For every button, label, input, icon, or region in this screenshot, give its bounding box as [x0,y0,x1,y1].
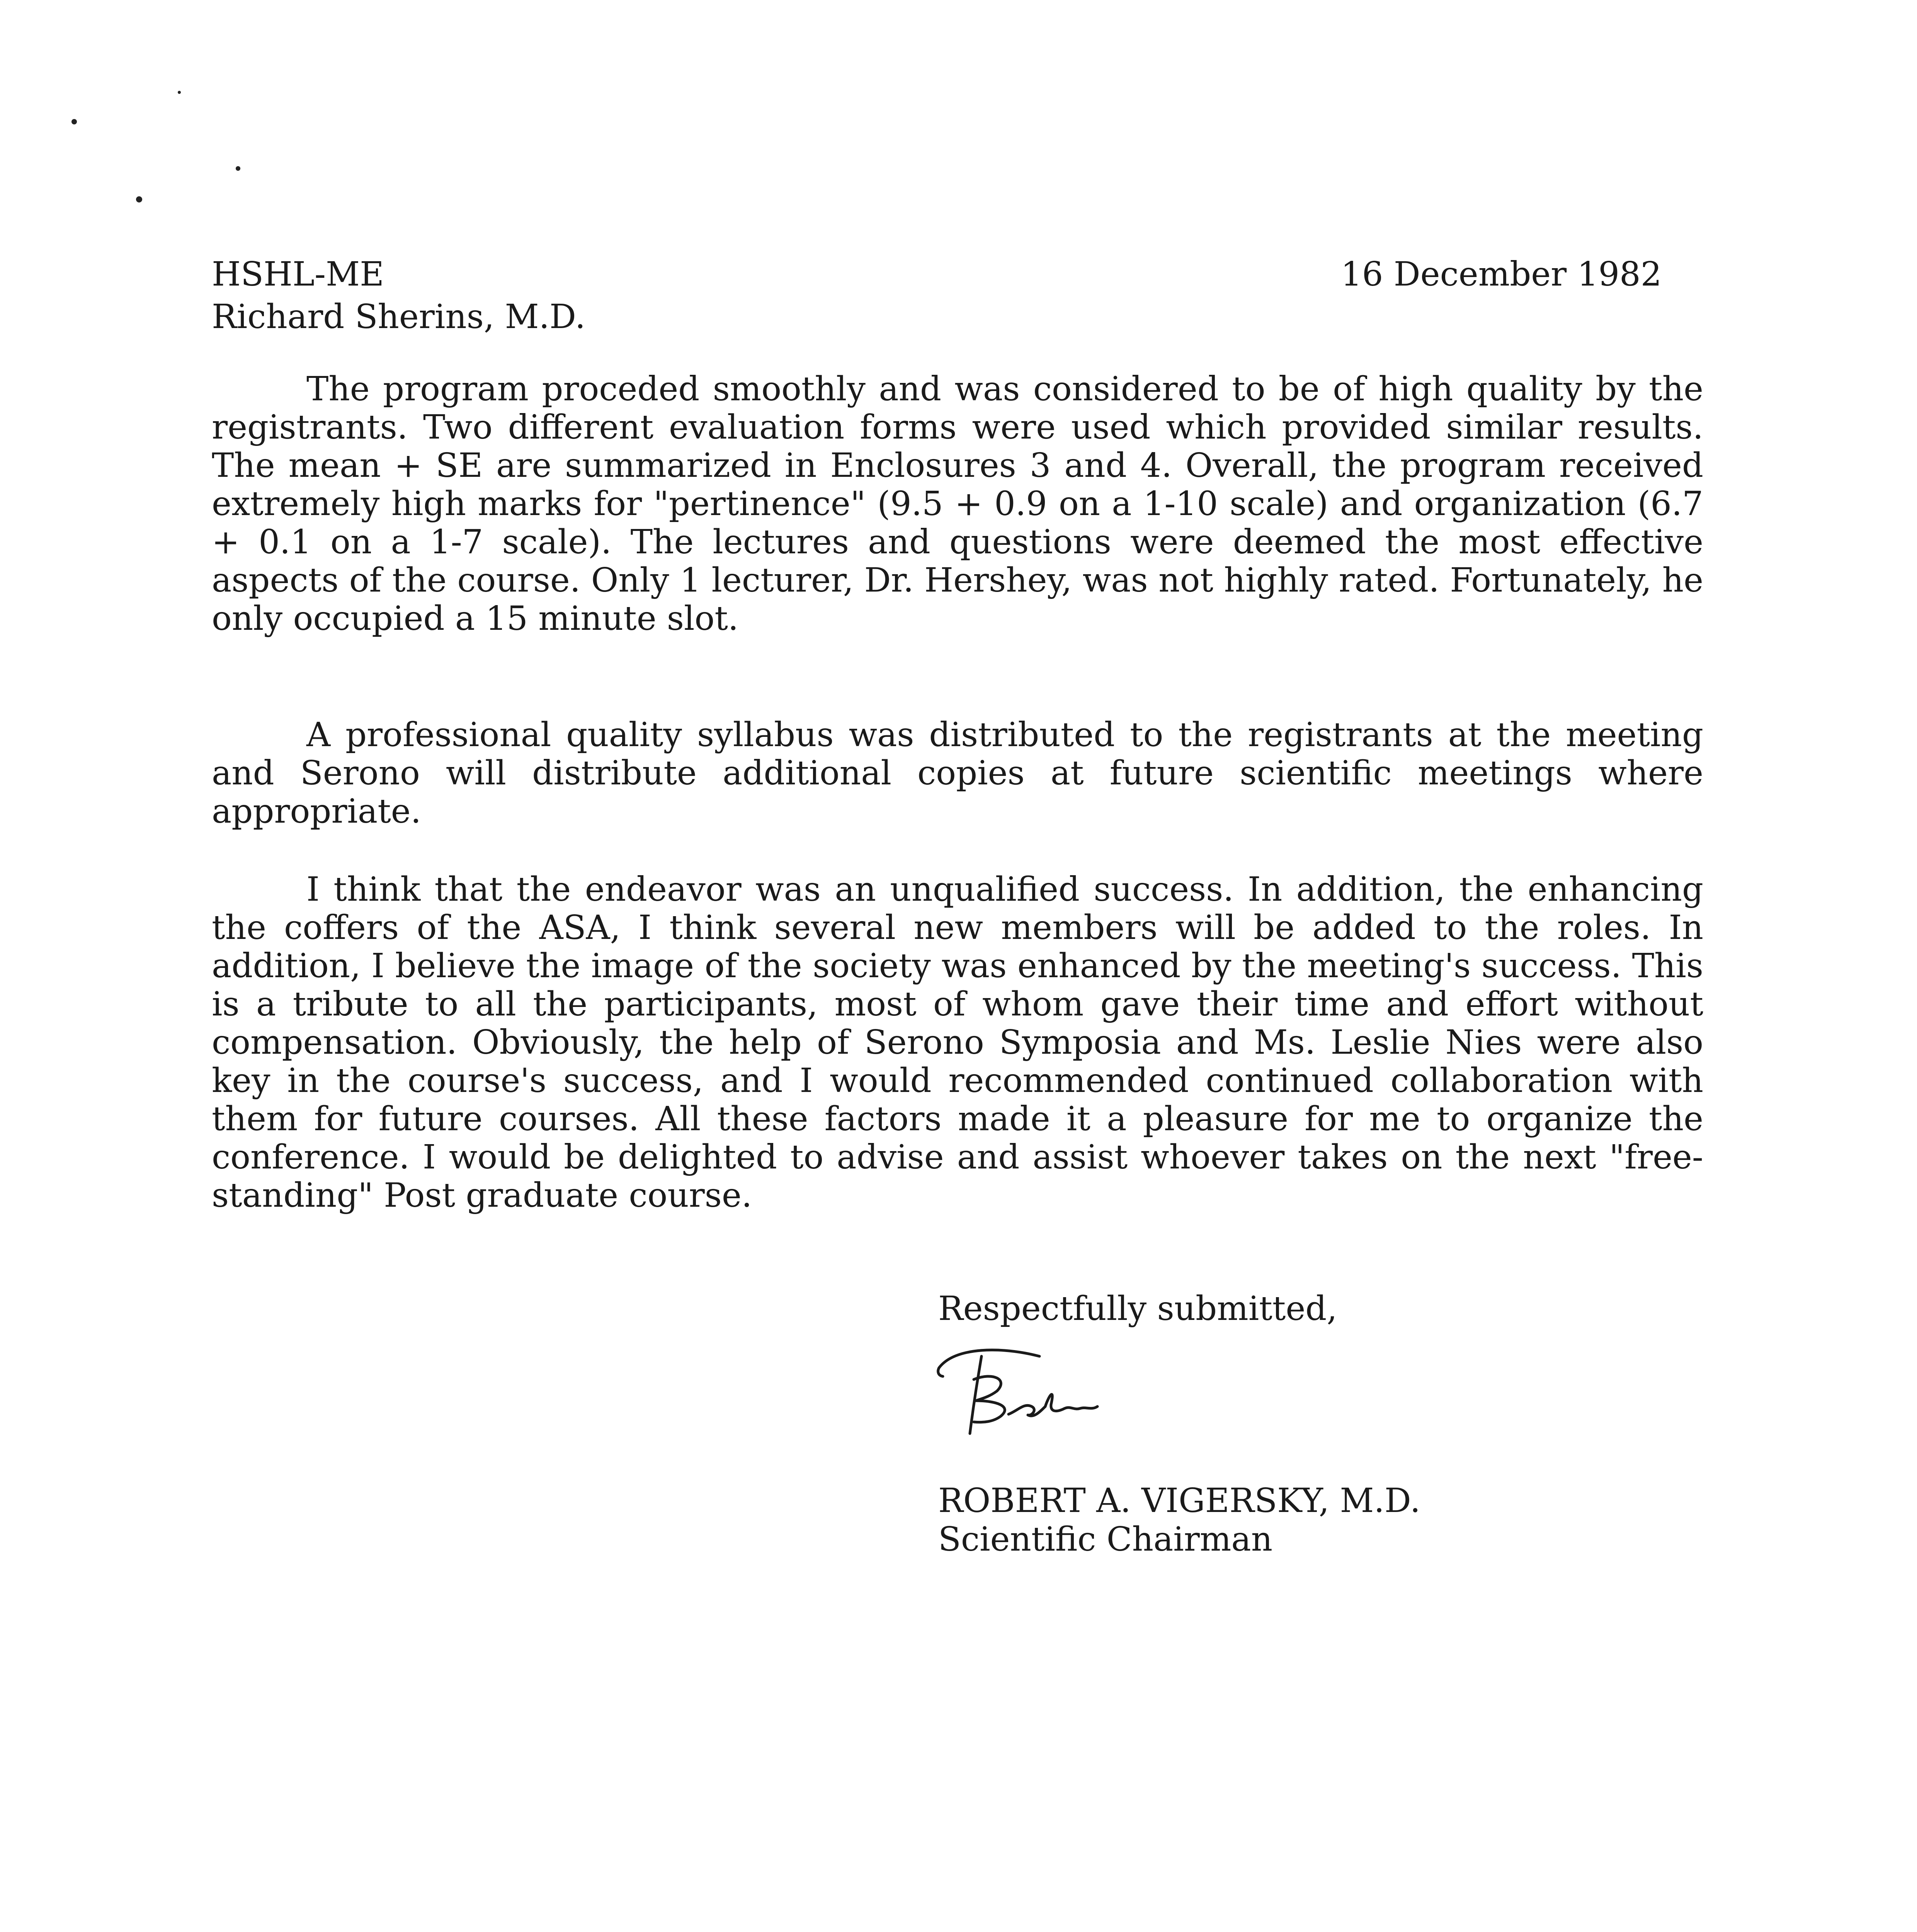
letter-date: 16 December 1982 [1341,255,1662,294]
handwritten-signature [916,1333,1132,1461]
recipient-name: Richard Sherins, M.D. [212,298,586,336]
scan-speck [71,119,77,124]
signer-name: ROBERT A. VIGERSKY, M.D. [938,1481,1421,1520]
scan-speck [178,91,181,94]
closing-line: Respectfully submitted, [938,1289,1337,1328]
body-paragraph-2: A professional quality syllabus was distributed to the registrants at the meeting and Serono will distribute additional copies at future scientific meetings where appropriate. [212,716,1703,831]
body-paragraph-3: I think that the endeavor was an unqualified success. In addition, the enhancing the coffers of the ASA, I think several new members will be added to the roles. In addition, I believe the image of the society was enhanced by the meeting's success. This is a tribute to all the participants, most of whom gave their time and effort without compensation. Obviously, the help of Serono Symposia and Ms. Leslie Nies were also key in the course's success, and I would recommended continued collaboration with them for future courses. All these factors made it a pleasure for me to organize the conference. I would be delighted to advise and assist whoever takes on the next "free-standing" Post graduate course. [212,870,1703,1215]
letter-header-left [212,253,585,338]
reference-code: HSHL-ME [212,255,384,294]
scan-speck [136,196,142,202]
body-paragraph-1: The program proceded smoothly and was considered to be of high quality by the registrants. Two different evaluation forms were used which provided similar results. The mean + SE are summarized in Enclosures 3 and 4. Overall, the program received extremely high marks for "pertinence" (9.5 + 0.9 on a 1-10 scale) and organization (6.7 + 0.1 on a 1-7 scale). The lectures and questions were deemed the most effective aspects of the course. Only 1 lecturer, Dr. Hershey, was not highly rated. Fortunately, he only occupied a 15 minute slot. [212,370,1703,638]
scan-speck [236,166,240,171]
signer-title: Scientific Chairman [938,1520,1273,1559]
